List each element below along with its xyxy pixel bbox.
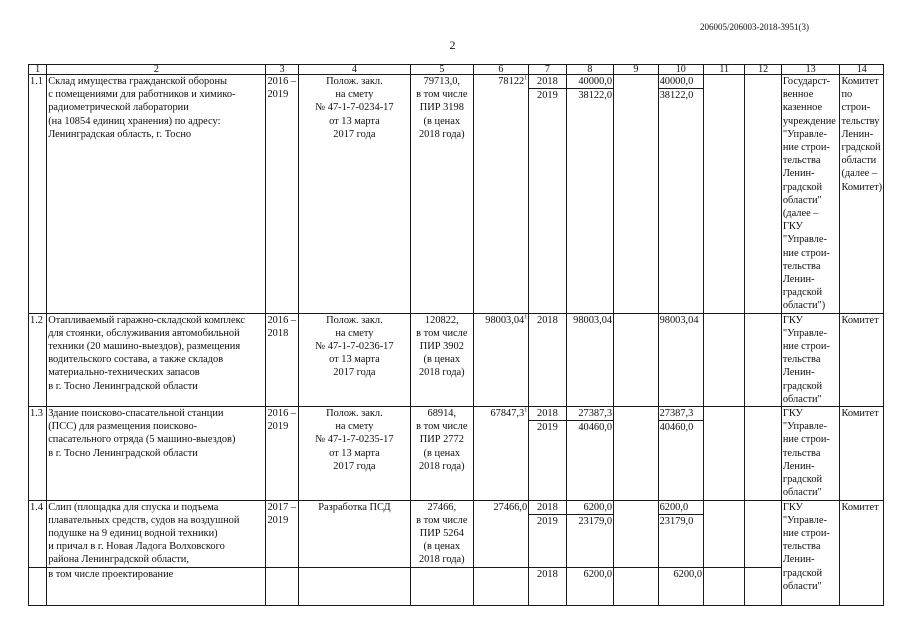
column-12 bbox=[745, 313, 781, 406]
year-value: 2018 bbox=[537, 76, 558, 87]
responsible: Комитет bbox=[840, 500, 884, 605]
row-number: 1.2 bbox=[29, 313, 47, 406]
year-value: 2019 bbox=[529, 421, 565, 435]
total-value: 27387,3 bbox=[659, 408, 694, 420]
column-11 bbox=[704, 313, 745, 406]
column-header: 12 bbox=[745, 65, 781, 75]
column-11 bbox=[704, 407, 745, 500]
page-number: 2 bbox=[449, 38, 456, 52]
year bbox=[529, 407, 566, 500]
estimated-cost: 68914, в том числе ПИР 2772 (в ценах 2018 года) bbox=[410, 407, 473, 500]
amount-value: 6200,0 bbox=[566, 567, 614, 605]
object-name: Слип (площадка для спуска и подъема плавательных средств, судов на воздушной подушке на 9 единиц водной техники) и причал в г. Новая Ладога Волховского района Ленинградской области, bbox=[47, 500, 266, 567]
total bbox=[658, 75, 703, 314]
estimated-cost bbox=[410, 567, 473, 605]
estimate-value bbox=[473, 567, 529, 605]
column-header: 2 bbox=[47, 65, 266, 75]
document-id: 206005/206003-2018-3951(3) bbox=[700, 22, 809, 32]
estimate-value bbox=[473, 500, 529, 567]
amount bbox=[566, 407, 614, 500]
column-9 bbox=[614, 500, 658, 567]
basis-document bbox=[298, 567, 410, 605]
footnote-marker: 1 bbox=[524, 407, 528, 414]
estimated-cost: 27466, в том числе ПИР 5264 (в ценах 2018 года) bbox=[410, 500, 473, 567]
period: 2016 – 2018 bbox=[266, 313, 298, 406]
period bbox=[266, 567, 298, 605]
column-11 bbox=[704, 567, 745, 605]
estimate-value bbox=[473, 75, 529, 314]
column-header: 10 bbox=[658, 65, 703, 75]
total-value: 6200,0 bbox=[659, 501, 689, 513]
total-value: 40000,0 bbox=[659, 76, 694, 87]
amount-value: 40000,0 bbox=[578, 76, 613, 87]
total-value: 6200,0 bbox=[658, 567, 703, 605]
total-value: 40460,0 bbox=[659, 421, 703, 435]
footnote-marker: 1 bbox=[524, 75, 528, 82]
column-header: 7 bbox=[529, 65, 566, 75]
column-12 bbox=[745, 75, 781, 314]
year-value: 2018 bbox=[537, 408, 558, 420]
responsible: Комитет по строи- тельству Ленин- градской области (далее – Комитет) bbox=[840, 75, 884, 314]
estimate-value bbox=[473, 313, 529, 406]
column-header: 3 bbox=[266, 65, 298, 75]
amount bbox=[566, 500, 614, 567]
customer: ГКУ "Управле- ние строи- тельства Ленин- градской области" bbox=[781, 407, 840, 500]
amount-value: 27387,3 bbox=[578, 408, 613, 420]
row-number: 1.3 bbox=[29, 407, 47, 500]
year bbox=[529, 75, 566, 314]
responsible: Комитет bbox=[840, 313, 884, 406]
period: 2017 – 2019 bbox=[266, 500, 298, 567]
column-11 bbox=[704, 75, 745, 314]
year-value: 2018 bbox=[529, 567, 566, 605]
column-header: 13 bbox=[781, 65, 840, 75]
amount bbox=[566, 75, 614, 314]
year bbox=[529, 500, 566, 567]
estimate-amount: 98003,04 bbox=[485, 314, 525, 326]
total-value: 23179,0 bbox=[659, 514, 703, 528]
subrow-name: в том числе проектирование bbox=[47, 567, 266, 605]
column-header: 5 bbox=[410, 65, 473, 75]
basis-document: Разработка ПСД bbox=[298, 500, 410, 567]
year-value: 2018 bbox=[537, 314, 558, 326]
total bbox=[658, 313, 703, 406]
amount-value: 38122,0 bbox=[567, 89, 614, 103]
total-value: 98003,04 bbox=[659, 314, 699, 326]
basis-document: Полож. закл. на смету № 47-1-7-0235-17 от 13 марта 2017 года bbox=[298, 407, 410, 500]
basis-document: Полож. закл. на смету № 47-1-7-0236-17 от 13 марта 2017 года bbox=[298, 313, 410, 406]
amount-value: 6200,0 bbox=[583, 501, 613, 513]
column-header: 6 bbox=[473, 65, 529, 75]
amount bbox=[566, 313, 614, 406]
object-name: Здание поисково-спасательной станции (ПСС) для размещения поисково- спасательного отряда (5 машино-выездов) в г. Тосно Ленинградской области bbox=[47, 407, 266, 500]
amount-value: 23179,0 bbox=[567, 514, 614, 528]
total bbox=[658, 500, 703, 567]
amount-value: 40460,0 bbox=[567, 421, 614, 435]
column-9 bbox=[614, 75, 658, 314]
footnote-marker: 1 bbox=[524, 314, 528, 321]
period: 2016 – 2019 bbox=[266, 75, 298, 314]
estimate-amount: 27466,0 bbox=[493, 501, 528, 513]
estimate-value bbox=[473, 407, 529, 500]
estimate-amount: 67847,3 bbox=[490, 408, 525, 420]
total bbox=[658, 407, 703, 500]
column-12 bbox=[745, 407, 781, 500]
year-value: 2019 bbox=[529, 89, 565, 103]
row-number bbox=[29, 567, 47, 605]
column-header: 8 bbox=[566, 65, 614, 75]
period: 2016 – 2019 bbox=[266, 407, 298, 500]
year bbox=[529, 313, 566, 406]
year-value: 2018 bbox=[537, 501, 558, 513]
customer: ГКУ "Управле- ние строи- тельства Ленин- градской области" bbox=[781, 500, 840, 605]
amount-value: 98003,04 bbox=[573, 314, 613, 326]
column-number-row bbox=[29, 65, 884, 75]
column-header: 1 bbox=[29, 65, 47, 75]
row-number: 1.1 bbox=[29, 75, 47, 314]
year-value: 2019 bbox=[529, 514, 565, 528]
table-row bbox=[29, 313, 884, 406]
object-name: Отапливаемый гаражно-складской комплекс для стоянки, обслуживания автомобильной техники (20 машино-выездов), размещения водительского состава, а также складов материально-технических запасов в г. Тосно Ленинградской области bbox=[47, 313, 266, 406]
table-row bbox=[29, 75, 884, 314]
estimate-amount: 78122 bbox=[498, 76, 525, 87]
investment-table bbox=[28, 64, 884, 606]
column-header: 9 bbox=[614, 65, 658, 75]
column-9 bbox=[614, 313, 658, 406]
column-header: 14 bbox=[840, 65, 884, 75]
column-12 bbox=[745, 567, 781, 605]
column-9 bbox=[614, 567, 658, 605]
table-subrow bbox=[29, 567, 884, 605]
responsible: Комитет bbox=[840, 407, 884, 500]
total-value: 38122,0 bbox=[659, 89, 703, 103]
object-name: Склад имущества гражданской обороны с помещениями для работников и химико- радиометрической лаборатории (на 10854 единиц хранения) по адресу: Ленинградская область, г. Тосно bbox=[47, 75, 266, 314]
estimated-cost: 120822, в том числе ПИР 3902 (в ценах 2018 года) bbox=[410, 313, 473, 406]
column-9 bbox=[614, 407, 658, 500]
column-12 bbox=[745, 500, 781, 567]
column-header: 4 bbox=[298, 65, 410, 75]
column-11 bbox=[704, 500, 745, 567]
customer: Государст- венное казенное учреждение "Управле- ние строи- тельства Ленин- градской области" (далее – ГКУ "Управле- ние строи- тельства Ленин- градской области") bbox=[781, 75, 840, 314]
customer: ГКУ "Управле- ние строи- тельства Ленин- градской области" bbox=[781, 313, 840, 406]
table-row bbox=[29, 407, 884, 500]
column-header: 11 bbox=[704, 65, 745, 75]
row-number: 1.4 bbox=[29, 500, 47, 567]
estimated-cost: 79713,0, в том числе ПИР 3198 (в ценах 2018 года) bbox=[410, 75, 473, 314]
table-row bbox=[29, 500, 884, 567]
basis-document: Полож. закл. на смету № 47-1-7-0234-17 от 13 марта 2017 года bbox=[298, 75, 410, 314]
